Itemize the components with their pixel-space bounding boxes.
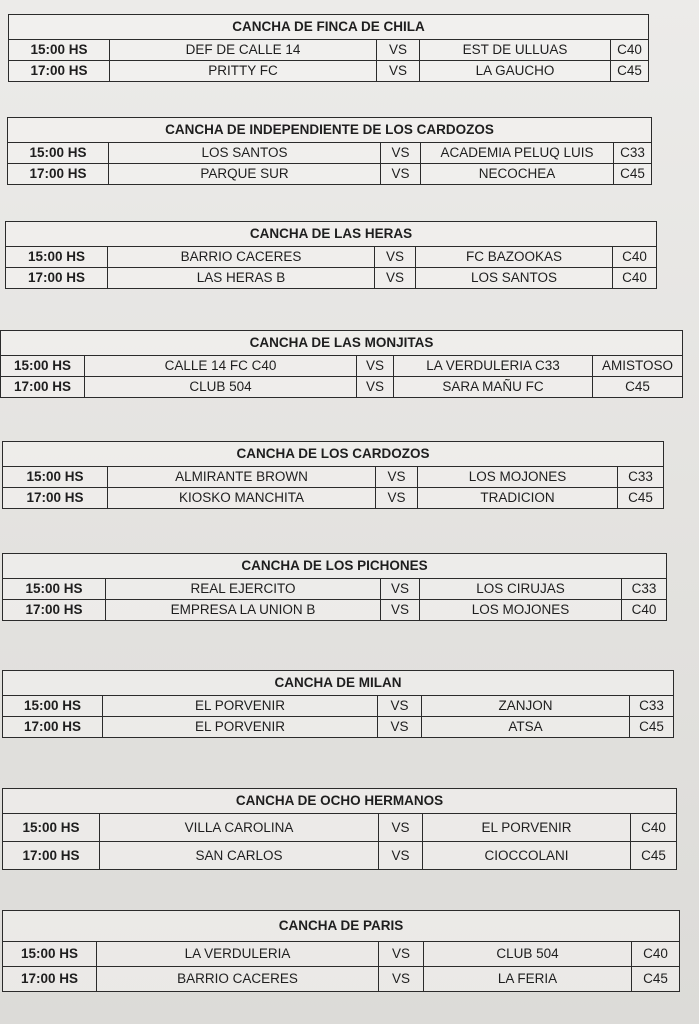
vs-label: VS: [379, 842, 423, 870]
venue-title: CANCHA DE FINCA DE CHILA: [9, 15, 649, 40]
away-team: EL PORVENIR: [423, 814, 631, 842]
home-team: ALMIRANTE BROWN: [108, 467, 376, 488]
match-row: [3, 696, 674, 717]
away-team: NECOCHEA: [421, 164, 614, 185]
venue-block: [2, 441, 663, 509]
category: C45: [593, 377, 683, 398]
category: C33: [622, 579, 667, 600]
category: C33: [614, 143, 652, 164]
category: C45: [632, 967, 680, 992]
away-team: LA FERIA: [424, 967, 632, 992]
away-team: CLUB 504: [424, 942, 632, 967]
match-row: [8, 143, 652, 164]
home-team: REAL EJERCITO: [106, 579, 381, 600]
match-row: [3, 600, 667, 621]
vs-label: VS: [375, 268, 416, 289]
match-row: [9, 61, 649, 82]
vs-label: VS: [376, 467, 418, 488]
match-time: 17:00 HS: [9, 61, 110, 82]
match-row: [3, 717, 674, 738]
match-time: 15:00 HS: [9, 40, 110, 61]
home-team: EL PORVENIR: [103, 696, 378, 717]
vs-label: VS: [378, 717, 422, 738]
vs-label: VS: [379, 942, 424, 967]
vs-label: VS: [357, 377, 394, 398]
vs-label: VS: [376, 488, 418, 509]
vs-label: VS: [378, 696, 422, 717]
venue-title: CANCHA DE PARIS: [3, 911, 680, 942]
home-team: CALLE 14 FC C40: [85, 356, 357, 377]
away-team: ZANJON: [422, 696, 630, 717]
venue-table: [2, 670, 674, 738]
match-time: 17:00 HS: [3, 967, 97, 992]
away-team: ACADEMIA PELUQ LUIS: [421, 143, 614, 164]
away-team: ATSA: [422, 717, 630, 738]
venue-block: [2, 910, 679, 992]
category: C45: [630, 717, 674, 738]
home-team: BARRIO CACERES: [97, 967, 379, 992]
away-team: LA VERDULERIA C33: [394, 356, 593, 377]
venue-block: [2, 553, 666, 621]
match-time: 15:00 HS: [6, 247, 108, 268]
match-time: 17:00 HS: [6, 268, 108, 289]
match-time: 15:00 HS: [3, 696, 103, 717]
category: C45: [631, 842, 677, 870]
home-team: PARQUE SUR: [109, 164, 381, 185]
match-time: 17:00 HS: [3, 717, 103, 738]
match-time: 15:00 HS: [3, 579, 106, 600]
vs-label: VS: [377, 40, 420, 61]
match-time: 17:00 HS: [3, 488, 108, 509]
venue-table: [2, 910, 680, 992]
away-team: FC BAZOOKAS: [416, 247, 613, 268]
match-time: 17:00 HS: [3, 842, 100, 870]
vs-label: VS: [377, 61, 420, 82]
match-row: [6, 268, 657, 289]
category: C40: [622, 600, 667, 621]
venue-block: [2, 670, 673, 738]
home-team: DEF DE CALLE 14: [110, 40, 377, 61]
vs-label: VS: [357, 356, 394, 377]
home-team: KIOSKO MANCHITA: [108, 488, 376, 509]
vs-label: VS: [379, 814, 423, 842]
match-row: [3, 814, 677, 842]
category: AMISTOSO: [593, 356, 683, 377]
category: C45: [614, 164, 652, 185]
away-team: SARA MAÑU FC: [394, 377, 593, 398]
match-time: 15:00 HS: [1, 356, 85, 377]
vs-label: VS: [381, 164, 421, 185]
vs-label: VS: [381, 143, 421, 164]
venue-title: CANCHA DE OCHO HERMANOS: [3, 789, 677, 814]
away-team: LOS SANTOS: [416, 268, 613, 289]
venue-block: [0, 330, 682, 398]
venue-table: [7, 117, 652, 185]
away-team: LOS MOJONES: [420, 600, 622, 621]
home-team: PRITTY FC: [110, 61, 377, 82]
venue-block: [2, 788, 676, 870]
venue-title: CANCHA DE LOS PICHONES: [3, 554, 667, 579]
venue-title: CANCHA DE LAS MONJITAS: [1, 331, 683, 356]
match-row: [3, 467, 664, 488]
venue-block: [5, 221, 656, 289]
venue-table: [0, 330, 683, 398]
match-time: 15:00 HS: [3, 467, 108, 488]
match-row: [6, 247, 657, 268]
venue-block: [8, 14, 648, 82]
home-team: EL PORVENIR: [103, 717, 378, 738]
venue-title: CANCHA DE MILAN: [3, 671, 674, 696]
match-row: [3, 488, 664, 509]
away-team: EST DE ULLUAS: [420, 40, 611, 61]
match-time: 17:00 HS: [8, 164, 109, 185]
home-team: VILLA CAROLINA: [100, 814, 379, 842]
category: C33: [630, 696, 674, 717]
away-team: LOS CIRUJAS: [420, 579, 622, 600]
venue-table: [2, 441, 664, 509]
match-row: [3, 967, 680, 992]
home-team: SAN CARLOS: [100, 842, 379, 870]
category: C45: [611, 61, 649, 82]
home-team: LOS SANTOS: [109, 143, 381, 164]
home-team: LA VERDULERIA: [97, 942, 379, 967]
venue-title: CANCHA DE LAS HERAS: [6, 222, 657, 247]
away-team: LA GAUCHO: [420, 61, 611, 82]
away-team: CIOCCOLANI: [423, 842, 631, 870]
category: C40: [632, 942, 680, 967]
match-row: [3, 942, 680, 967]
category: C40: [611, 40, 649, 61]
vs-label: VS: [381, 600, 420, 621]
vs-label: VS: [381, 579, 420, 600]
match-row: [3, 579, 667, 600]
venue-table: [8, 14, 649, 82]
venue-title: CANCHA DE LOS CARDOZOS: [3, 442, 664, 467]
match-time: 17:00 HS: [1, 377, 85, 398]
match-row: [1, 356, 683, 377]
away-team: LOS MOJONES: [418, 467, 618, 488]
match-row: [8, 164, 652, 185]
match-row: [9, 40, 649, 61]
category: C40: [613, 268, 657, 289]
match-time: 17:00 HS: [3, 600, 106, 621]
home-team: EMPRESA LA UNION B: [106, 600, 381, 621]
category: C40: [631, 814, 677, 842]
vs-label: VS: [379, 967, 424, 992]
home-team: BARRIO CACERES: [108, 247, 375, 268]
home-team: CLUB 504: [85, 377, 357, 398]
match-row: [3, 842, 677, 870]
home-team: LAS HERAS B: [108, 268, 375, 289]
away-team: TRADICION: [418, 488, 618, 509]
venue-table: [2, 553, 667, 621]
match-time: 15:00 HS: [3, 814, 100, 842]
venue-table: [2, 788, 677, 870]
venue-title: CANCHA DE INDEPENDIENTE DE LOS CARDOZOS: [8, 118, 652, 143]
match-time: 15:00 HS: [8, 143, 109, 164]
match-row: [1, 377, 683, 398]
venue-block: [7, 117, 651, 185]
category: C40: [613, 247, 657, 268]
category: C45: [618, 488, 664, 509]
match-time: 15:00 HS: [3, 942, 97, 967]
venue-table: [5, 221, 657, 289]
category: C33: [618, 467, 664, 488]
vs-label: VS: [375, 247, 416, 268]
